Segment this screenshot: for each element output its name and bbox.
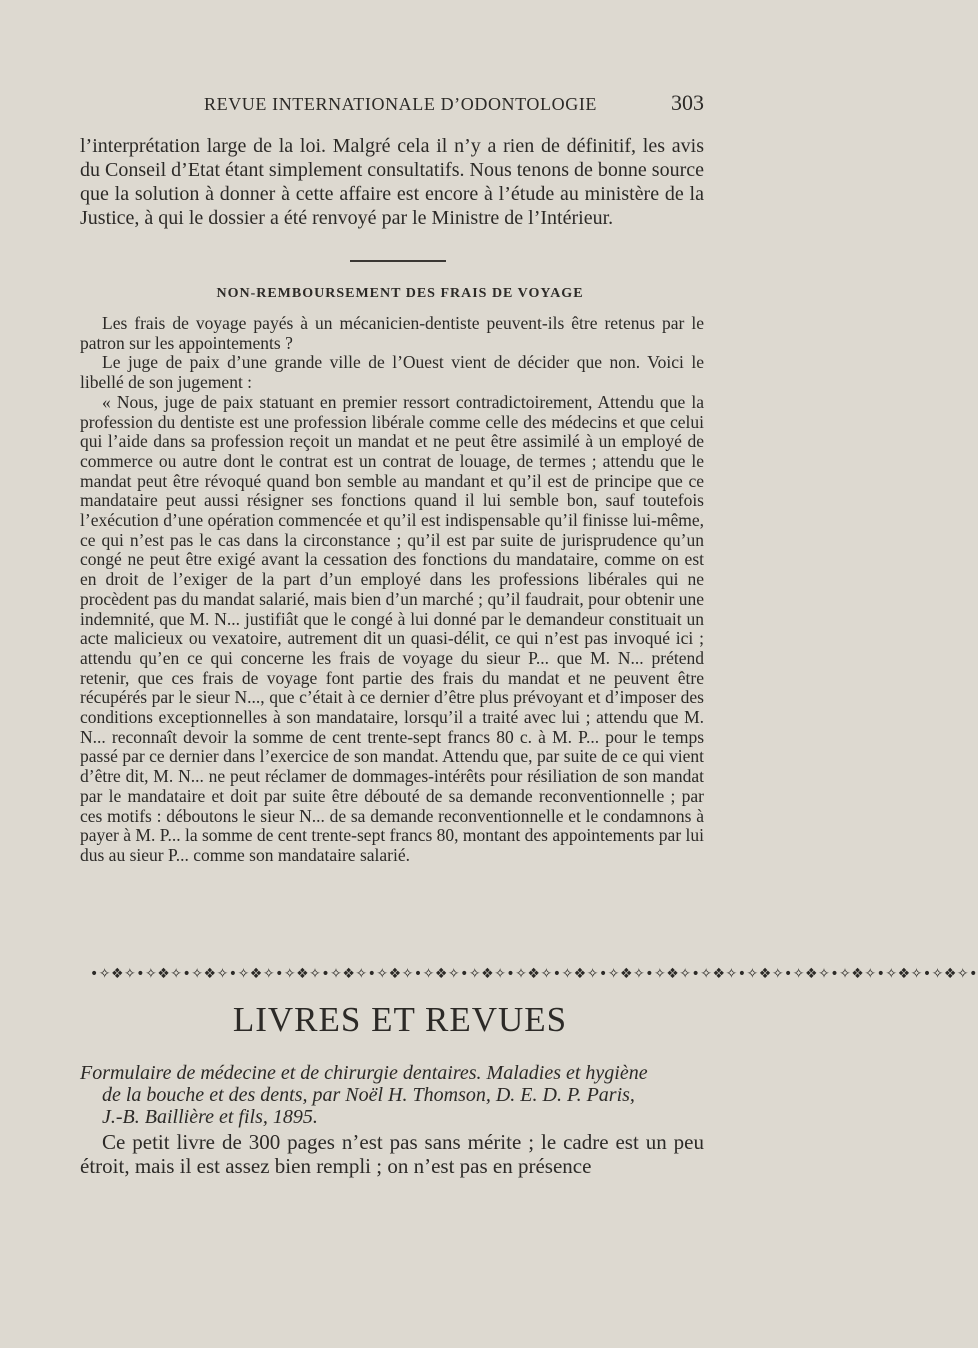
judgment-paragraph: « Nous, juge de paix statuant en premier ressort contradictoirement, Attendu que la profession du dentiste est une profession libérale comme celle des médecins et que celui qui l’aide dans sa profession reçoit un mandat et ne peut être assimilé à un employé de commerce ou autre dont le contrat est un contrat de louage, de termes ; attendu que le mandat peut être révoqué quand bon semble au mandant et qu’il est de principe que ce mandataire peut aussi résigner ses fonctions quand il lui semble bon, sauf toutefois l’exécution d’une opération commencée et qu’il est indispensable qu’il finisse lui-même, ce qui n’est pas le cas dans la circonstance ; qu’il est par suite de jurisprudence qu’un congé ne peut être exigé avant la cessation des fonctions du mandataire, comme on est en droit de l’exiger de la part d’un employé dans les professions libérales qui ne procèdent pas du mandat salarié, mais bien d’un marché ; qu’il faudrait, pour obtenir une indemnité, que M. N... justifiât que le congé à lui donné par le demandeur constituait un acte malicieux ou vexatoire, autrement dit un quasi-délit, ce qui n’est pas invoqué ici ; attendu qu’en ce qui concerne les frais de voyage du sieur P... que M. N... prétend retenir, que ces frais de voyage font partie des frais du mandat et ne peuvent être récupérés par le sieur N..., que c’était à ce dernier d’être plus prévoyant et d’imposer des conditions exceptionnelles à son mandataire, lorsqu’il a traité avec lui ; attendu que M. N... reconnaît devoir la somme de cent trente-sept francs 80 c. à M. P... pour le temps passé par ce dernier dans l’exercice de son mandat. Attendu que, par suite de ce qui vient d’être dit, M. N... ne peut réclamer de dommages-intérêts pour résiliation de son mandat par le mandataire et doit par suite être débouté de sa demande reconventionnelle ; par ces motifs : déboutons le sieur N... de sa demande reconventionnelle et le condamnons à payer à M. P... la somme de cent trente-sept francs 80, montant des appointements par lui dus au sieur P... comme son mandataire salarié. <box>80 391 704 865</box>
page-number: 303 <box>671 90 704 115</box>
review-text <box>80 1130 704 1178</box>
section-paragraph: Le juge de paix d’une grande ville de l’Ouest vient de décider que non. Voici le libellé de son jugement : <box>80 352 704 393</box>
section-title: NON-REMBOURSEMENT DES FRAIS DE VOYAGE <box>216 286 584 301</box>
main-heading: LIVRES ET REVUES <box>232 1000 568 1039</box>
section-divider <box>350 260 446 262</box>
section-body <box>80 314 704 866</box>
ornamental-border: •✧❖✧•✧❖✧•✧❖✧•✧❖✧•✧❖✧•✧❖✧•✧❖✧•✧❖✧•✧❖✧•✧❖✧•✧❖✧•✧❖✧•✧❖✧•✧❖✧•✧❖✧•✧❖✧•✧❖✧•✧❖✧•✧❖✧• <box>90 966 978 982</box>
review-paragraph: Ce petit livre de 300 pages n’est pas sans mérite ; le cadre est un peu étroit, mais il est assez bien rempli ; on n’est pas en présence <box>80 1130 704 1178</box>
intro-paragraph: l’interprétation large de la loi. Malgré cela il n’y a rien de définitif, les avis du Conseil d’Etat étant simplement consultatifs. Nous tenons de bonne source que la solution à donner à cette affaire est encore à l’étude au ministère de la Justice, à qui le dossier a été renvoyé par le Ministre de l’Intérieur. <box>80 135 704 229</box>
journal-title: REVUE INTERNATIONALE D’ODONTOLOGIE <box>204 94 598 114</box>
intro-text <box>80 134 704 230</box>
citation-line: Formulaire de médecine et de chirurgie dentaires. Maladies et hygiène <box>80 1062 648 1084</box>
citation-line: J.-B. Baillière et fils, 1895. <box>102 1106 318 1128</box>
running-header <box>80 90 704 124</box>
citation-line: de la bouche et des dents, par Noël H. Thomson, D. E. D. P. Paris, <box>102 1084 635 1106</box>
book-citation <box>80 1062 700 1128</box>
section-paragraph: Les frais de voyage payés à un mécanicien-dentiste peuvent-ils être retenus par le patron sur les appointements ? <box>80 313 704 353</box>
